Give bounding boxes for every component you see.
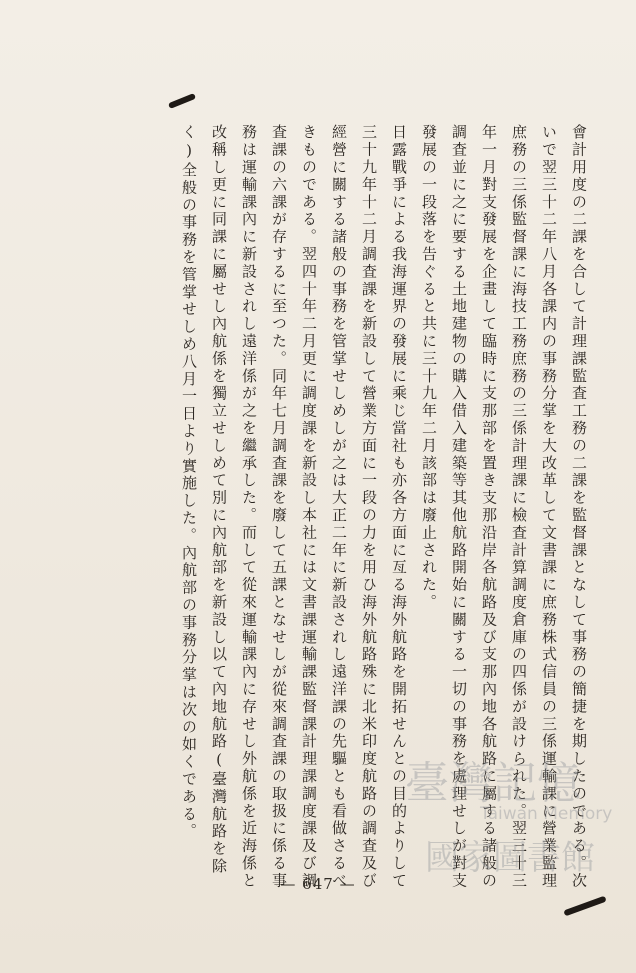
- watermark-text-library: 國家圖書館: [425, 838, 595, 878]
- taiwan-memory-watermark: [395, 743, 615, 883]
- watermark-text-main: 臺灣記憶: [405, 758, 581, 809]
- watermark-text-english: Taiwan Memory: [480, 804, 613, 824]
- page-number: — 647 —: [280, 875, 356, 893]
- paragraph-1: 會計用度の二課を合して計理課監査工務の二課を監督課となして事務の簡捷を期したのである。次いで翌三十二年八月各課内の事務分掌を大改革して文書課に庶務株式信員の三係運輸課に營業監理庶務の三係監督課に海技工務庶務の三係計理課に檢査計算調度倉庫の四係が設けられた。翌三十三年一月對支發展を企畫して臨時に支那部を置き支那沿岸各航路及び支那內地各航路に屬する諸般の調査並に之に要する土地建物の購入借入建築等其他航路開始に關する一切の事務を處理せしが對支發展の一段落を告ぐると共に三十九年二月該部は廢止された。: [420, 124, 588, 890]
- ink-mark-top: [168, 93, 196, 109]
- paragraph-2: 日露戰爭による我海運界の發展に乘じ當社も亦各方面に亙る海外航路を開拓せんとの目的よりして三十九年十二月調査課を新設して營業方面に一段の力を用ひ海外航路殊に北米印度航路の調査及び經營に關する諸般の事務を管掌せしめしが之は大正二年に新設されし遠洋課の先驅とも看做さるべきものである。翌四十年二月更に調度課を新設し本社には文書課運輸課監督課計理課調度課及び調査課の六課が存するに至つた。同年七月調査課を廢して五課となせしが從來調査課の取扱に係る事務は運輸課內に新設されし遠洋係が之を繼承した。而して從來運輸課內に存せし外航係を近海係と改稱し更に同課に屬せし內航係を獨立せしめて別に內航部を新設し以て內地航路(臺灣航路を除く)全般の事務を管掌せしめ八月一日より實施した。內航部の事務分掌は次の如くである。: [180, 124, 408, 890]
- watermark-logo: [405, 758, 612, 878]
